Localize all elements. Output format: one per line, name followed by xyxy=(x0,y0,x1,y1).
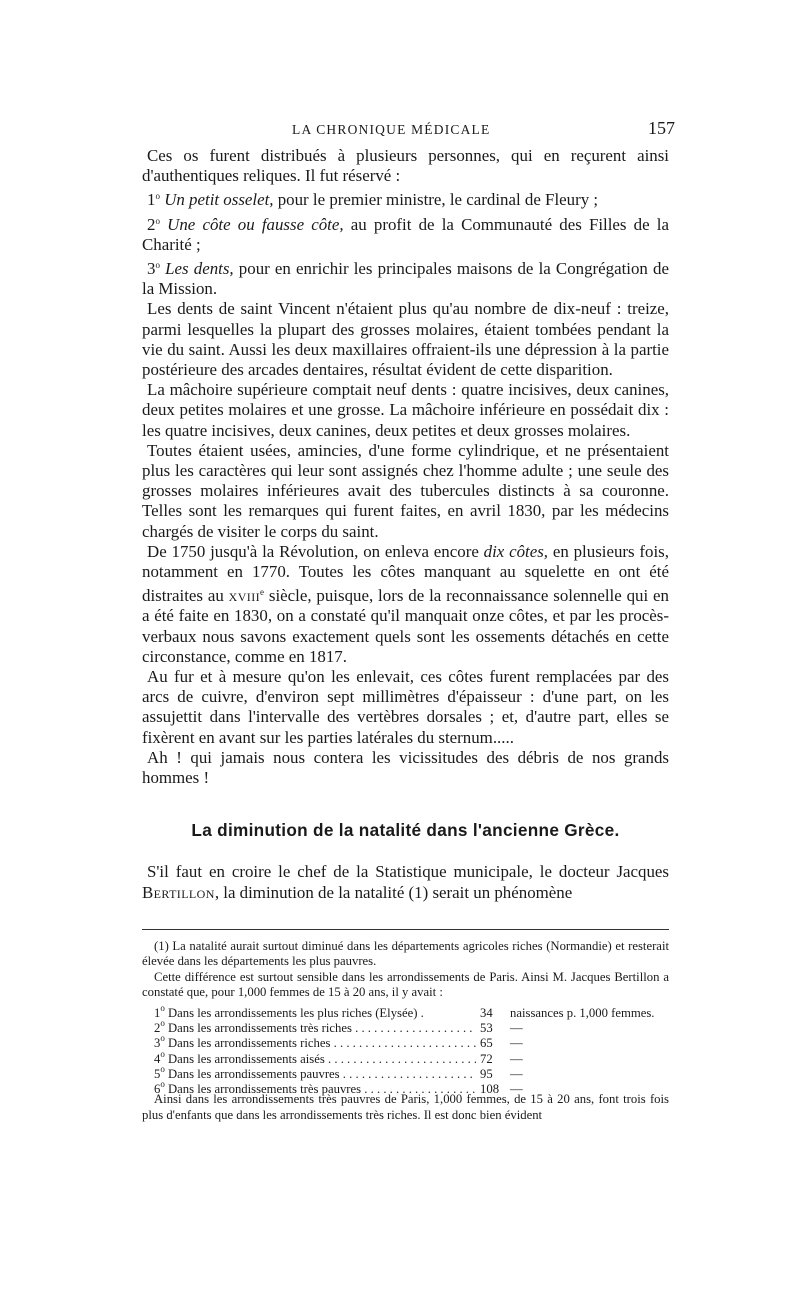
paragraph: 2$^o$ Une côte ou fausse côte, au profit de la Communauté des Filles de la Charité ; xyxy=(142,214,669,254)
article-body xyxy=(142,146,669,788)
section-title: La diminution de la natalité dans l'ancienne Grèce. xyxy=(191,820,620,841)
paragraph: 3$^o$ Les dents, pour en enrichir les principales maisons de la Congrégation de la Mission. xyxy=(142,259,669,299)
paragraph: La mâchoire supérieure comptait neuf dents : quatre incisives, deux canines, deux petites molaires et une grosse. La mâchoire inférieure en possédait dix : les quatre incisives, deux canines, deux petites et deux grosses molaires. xyxy=(142,380,669,440)
table-row: 1$^o$ Dans les arrondissements les plus riches (Elysée) . 34 naissances p. 1,000 femmes. xyxy=(154,1001,669,1016)
footnote-divider xyxy=(142,929,669,930)
running-title: LA CHRONIQUE MÉDICALE xyxy=(292,122,491,137)
section-body xyxy=(142,862,669,902)
table-row: 2$^o$ Dans les arrondissements très riches . . . 53 — xyxy=(154,1016,669,1031)
footnote-text: (1) La natalité aurait surtout diminué dans les départements agricoles riches (Normandie) et resterait élevée dans les départements les plus pauvres. xyxy=(142,938,669,969)
page-number: 157 xyxy=(648,118,675,138)
page xyxy=(142,118,675,1123)
paragraph: Au fur et à mesure qu'on les enlevait, ces côtes furent remplacées par des arcs de cuivre, d'environ sept millimètres d'épaisseur : d'une part, on les assujettit dans l'intervalle des vertèbres dorsales ; et, d'autre part, elles se fixèrent en avant sur les parties latérales du sternum..... xyxy=(142,667,669,747)
table-row: 4$^o$ Dans les arrondissements aisés . . . 72 — xyxy=(154,1047,669,1062)
paragraph: De 1750 jusqu'à la Révolution, on enleva encore dix côtes, en plusieurs fois, notamment en 1770. Toutes les côtes manquant au squelette en ont été distraites au xviii$^e$ siècle, puisque, lors de la reconnaissance solennelle qui en a été faite en 1830, on a constaté qu'il manquait onze côtes, et par les procès-verbaux nous savons exactement quels sont les ossements détachés en cette circonstance, comme en 1817. xyxy=(142,541,669,666)
table-row: 5$^o$ Dans les arrondissements pauvres . . . 95 — xyxy=(154,1062,669,1077)
table-row: 3$^o$ Dans les arrondissements riches . . . 65 — xyxy=(154,1031,669,1046)
footnotes xyxy=(142,939,669,1124)
paragraph: Toutes étaient usées, amincies, d'une forme cylindrique, et ne présentaient plus les caractères qui leur sont assignés chez l'homme adulte ; une seule des grosses molaires inférieures avait des tubercules distincts à sa couronne. Telles sont les remarques qui furent faites, en avril 1830, par les médecins chargés de visiter le corps du saint. xyxy=(142,440,669,541)
footnote-text: Ainsi dans les arrondissements très pauvres de Paris, 1,000 femmes, de 15 à 20 ans, font trois fois plus d'enfants que dans les arrondissements très riches. Il est donc bien évident xyxy=(142,1092,669,1122)
paragraph: S'il faut en croire le chef de la Statistique municipale, le docteur Jacques Bertillon, la diminution de la natalité (1) serait un phénomène xyxy=(142,862,669,902)
paragraph: Ah ! qui jamais nous contera les vicissitudes des débris de nos grands hommes ! xyxy=(142,747,669,788)
paragraph: Les dents de saint Vincent n'étaient plus qu'au nombre de dix-neuf : treize, parmi lesquelles la plupart des grosses molaires, étaient tombées pendant la vie du saint. Aussi les deux maxillaires offraient-ils une dépression à la partie postérieure des arcades dentaires, résultat évident de cette disparition. xyxy=(142,299,669,380)
footnote-text: Cette différence est surtout sensible dans les arrondissements de Paris. Ainsi M. Jacques Bertillon a constaté que, pour 1,000 femmes de 15 à 20 ans, il y avait : xyxy=(142,969,669,1000)
paragraph: 1$^o$ Un petit osselet, pour le premier ministre, le cardinal de Fleury ; xyxy=(147,190,599,210)
page-header xyxy=(142,118,675,146)
birth-rate-table xyxy=(154,1001,669,1097)
paragraph: Ces os furent distribués à plusieurs personnes, qui en reçurent ainsi d'authentiques reliques. Il fut réservé : xyxy=(142,146,669,186)
table-row: 6$^o$ Dans les arrondissements très pauvres . . . 108 — xyxy=(154,1077,669,1092)
